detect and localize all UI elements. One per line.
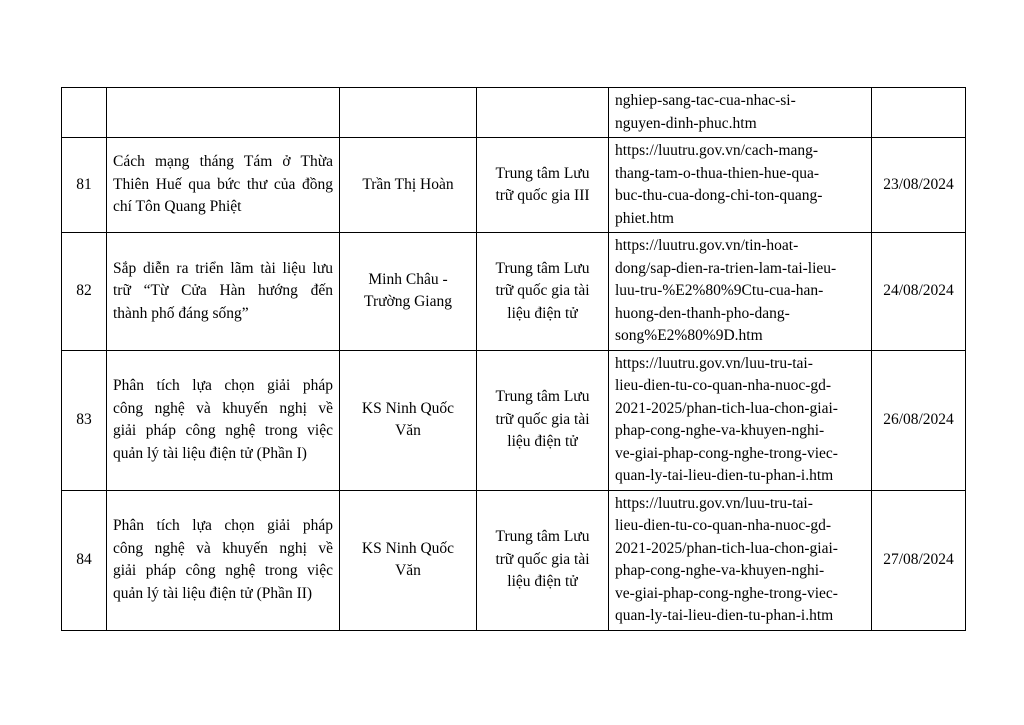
stt-cell xyxy=(62,88,107,138)
date-cell: 23/08/2024 xyxy=(872,138,966,233)
stt-cell: 84 xyxy=(62,490,107,630)
table-row xyxy=(62,350,966,490)
author-line: Minh Châu - xyxy=(368,270,448,288)
link-line: nghiep-sang-tac-cua-nhac-si- xyxy=(615,92,796,109)
title-cell xyxy=(107,138,340,233)
link-line: ve-giai-phap-cong-nghe-trong-viec- xyxy=(615,584,838,602)
link-line: quan-ly-tai-lieu-dien-tu-phan-i.htm xyxy=(615,607,834,624)
link-line: huong-den-thanh-pho-dang- xyxy=(615,304,790,322)
table-row xyxy=(62,233,966,351)
unit-cell xyxy=(477,88,609,138)
unit-line: trữ quốc gia tài xyxy=(495,550,590,568)
unit-line: Trung tâm Lưu xyxy=(495,164,590,182)
link-cell[interactable] xyxy=(609,138,872,233)
stt-cell: 81 xyxy=(62,138,107,233)
author-cell xyxy=(340,490,477,630)
link-line: quan-ly-tai-lieu-dien-tu-phan-i.htm xyxy=(615,467,834,484)
unit-line: Trung tâm Lưu xyxy=(495,259,590,277)
link-line: luu-tru-%E2%80%9Ctu-cua-han- xyxy=(615,282,824,299)
unit-line: liệu điện tử xyxy=(507,304,578,322)
author-cell xyxy=(340,233,477,351)
author-line: Văn xyxy=(395,422,421,439)
link-line: https://luutru.gov.vn/luu-tru-tai- xyxy=(615,354,813,372)
unit-cell xyxy=(477,138,609,233)
author-line: KS Ninh Quốc xyxy=(361,399,455,417)
link-line: ve-giai-phap-cong-nghe-trong-viec- xyxy=(615,444,838,462)
unit-cell xyxy=(477,233,609,351)
link-cell[interactable] xyxy=(609,350,872,490)
unit-line: liệu điện tử xyxy=(507,433,578,451)
date-cell xyxy=(872,88,966,138)
date-cell: 24/08/2024 xyxy=(872,233,966,351)
link-line: lieu-dien-tu-co-quan-nha-nuoc-gd- xyxy=(615,517,832,534)
title-cell xyxy=(107,350,340,490)
link-line: phiet.htm xyxy=(615,209,674,227)
stt-cell: 82 xyxy=(62,233,107,351)
link-line: nguyen-dinh-phuc.htm xyxy=(615,114,757,132)
title-line: thành phố đáng sống” xyxy=(113,304,249,322)
link-line: phap-cong-nghe-va-khuyen-nghi- xyxy=(615,562,825,579)
title-cell xyxy=(107,233,340,351)
link-line: buc-thu-cua-dong-chi-ton-quang- xyxy=(615,187,823,204)
table-row xyxy=(62,138,966,233)
author-cell xyxy=(340,88,477,138)
link-line: lieu-dien-tu-co-quan-nha-nuoc-gd- xyxy=(615,377,832,394)
link-line: 2021-2025/phan-tich-lua-chon-giai- xyxy=(615,399,838,417)
link-line: dong/sap-dien-ra-trien-lam-tai-lieu- xyxy=(615,259,837,277)
title-line: trữ “Từ Cửa Hàn hướng đến xyxy=(113,282,333,299)
date-cell: 27/08/2024 xyxy=(872,490,966,630)
author-line: KS Ninh Quốc xyxy=(361,539,455,557)
author-line: Trần Thị Hoàn xyxy=(362,175,454,193)
title-line: chí Tôn Quang Phiệt xyxy=(113,198,242,216)
table-row xyxy=(62,490,966,630)
title-line: Cách mạng tháng Tám ở Thừa xyxy=(113,153,333,171)
date-cell: 26/08/2024 xyxy=(872,350,966,490)
link-line: song%E2%80%9D.htm xyxy=(615,327,763,344)
title-cell xyxy=(107,490,340,630)
title-line: Phân tích lựa chọn giải pháp xyxy=(113,517,333,534)
unit-cell xyxy=(477,490,609,630)
unit-line: Trung tâm Lưu xyxy=(495,528,590,546)
unit-line: trữ quốc gia tài xyxy=(495,410,590,428)
unit-line: liệu điện tử xyxy=(507,573,578,591)
title-line: công nghệ và khuyến nghị về xyxy=(113,539,333,557)
title-line: Sắp diễn ra triển lãm tài liệu lưu xyxy=(113,259,333,277)
title-line: giải pháp công nghệ trong việc xyxy=(113,422,333,439)
author-cell xyxy=(340,138,477,233)
unit-cell xyxy=(477,350,609,490)
link-line: 2021-2025/phan-tich-lua-chon-giai- xyxy=(615,539,838,557)
author-cell xyxy=(340,350,477,490)
link-line: thang-tam-o-thua-thien-hue-qua- xyxy=(615,164,819,182)
link-line: https://luutru.gov.vn/luu-tru-tai- xyxy=(615,494,813,512)
author-line: Văn xyxy=(395,562,421,579)
unit-line: trữ quốc gia III xyxy=(495,187,590,204)
articles-table xyxy=(61,87,966,631)
link-cell[interactable] xyxy=(609,233,872,351)
title-line: quản lý tài liệu điện tử (Phần I) xyxy=(113,444,307,462)
table-row-continuation xyxy=(62,88,966,138)
link-cell[interactable] xyxy=(609,490,872,630)
title-line: Phân tích lựa chọn giải pháp xyxy=(113,377,333,394)
link-line: https://luutru.gov.vn/cach-mang- xyxy=(615,142,819,159)
link-line: https://luutru.gov.vn/tin-hoat- xyxy=(615,237,799,254)
unit-line: Trung tâm Lưu xyxy=(495,388,590,406)
link-line: phap-cong-nghe-va-khuyen-nghi- xyxy=(615,422,825,439)
unit-line: trữ quốc gia tài xyxy=(495,282,590,299)
stt-cell: 83 xyxy=(62,350,107,490)
title-cell xyxy=(107,88,340,138)
title-line: giải pháp công nghệ trong việc xyxy=(113,562,333,579)
author-line: Trường Giang xyxy=(364,293,452,311)
title-line: quản lý tài liệu điện tử (Phần II) xyxy=(113,584,313,602)
link-cell xyxy=(609,88,872,138)
title-line: Thiên Huế qua bức thư của đồng xyxy=(113,175,333,193)
title-line: công nghệ và khuyến nghị về xyxy=(113,399,333,417)
